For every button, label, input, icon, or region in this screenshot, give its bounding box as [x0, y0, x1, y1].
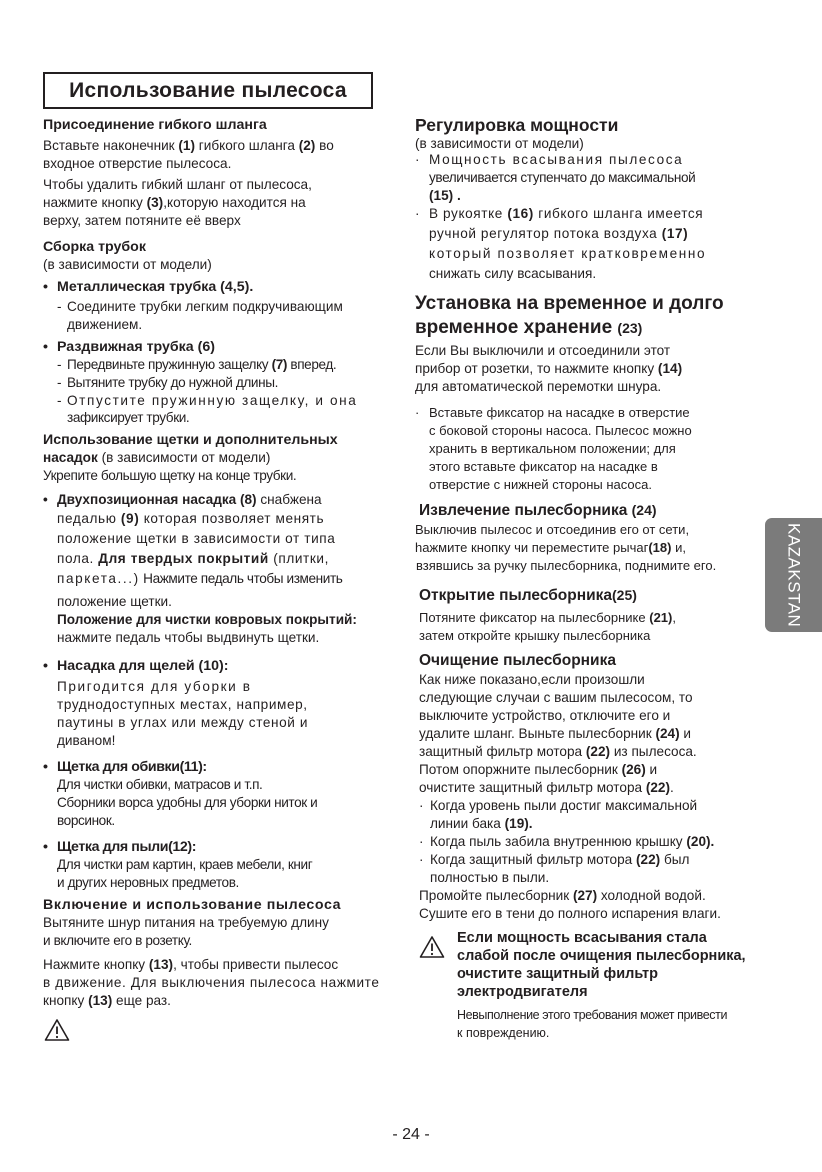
- list-item: • Щетка для обивки(11):: [43, 759, 207, 775]
- list-item: · В рукоятке (16) гибкого шланга имеется: [415, 206, 704, 221]
- paragraph: хранить в вертикальном положении; для: [429, 441, 676, 456]
- paragraph: и других неровных предметов.: [57, 875, 239, 890]
- paragraph-heading: Положение для чистки ковровых покрытий:: [57, 612, 357, 627]
- paragraph: Для чистки рам картин, краев мебели, книг: [57, 857, 313, 872]
- paragraph: и включите его в розетку.: [43, 933, 192, 948]
- section-heading-cont: насадок (в зависимости от модели): [43, 450, 271, 465]
- section-hose-connection: [43, 116, 405, 230]
- paragraph: прибор от розетки, то нажмите кнопку (14): [415, 361, 683, 376]
- list-item: • Насадка для щелей (10):: [43, 658, 229, 674]
- paragraph: увеличивается ступенчато до максимальной: [429, 170, 696, 185]
- section-brush-attachments: [43, 431, 405, 892]
- section-remove-dust-bin: [415, 500, 767, 575]
- section-heading: Очищение пылесборника: [419, 652, 616, 669]
- paragraph: нажмите кнопку (3),которую находится на: [43, 195, 306, 210]
- warning-body: к повреждению.: [457, 1026, 550, 1040]
- paragraph: Укрепите большую щетку на конце трубки.: [43, 468, 297, 483]
- paragraph: выключите устройство, отключите его и: [419, 708, 671, 723]
- paragraph: этого вставьте фиксатор на насадке в: [429, 459, 658, 474]
- list-item: - Отпустите пружинную защелку, и она: [57, 393, 358, 408]
- warning-title: слабой после очищения пылесборника,: [457, 948, 746, 964]
- section-heading: Использование щетки и дополнительных: [43, 432, 338, 448]
- warning-body: Невыполнение этого требования может привести: [457, 1008, 728, 1022]
- paragraph: педалью (9) которая позволяет менять: [57, 511, 325, 526]
- list-item: - Вытяните трубку до нужной длины.: [57, 375, 278, 390]
- list-item: • Металлическая трубка (4,5).: [43, 279, 254, 295]
- section-heading: Присоединение гибкого шланга: [43, 117, 267, 133]
- paragraph: кнопку (13) еще раз.: [43, 993, 171, 1008]
- paragraph: Чтобы удалить гибкий шланг от пылесоса,: [43, 177, 312, 192]
- section-heading: Открытие пылесборника(25): [419, 587, 637, 604]
- section-heading: Установка на временное и долго: [415, 293, 724, 314]
- warning-triangle-icon: [44, 1018, 70, 1047]
- paragraph: диваном!: [57, 733, 116, 748]
- paragraph: ворсинок.: [57, 813, 115, 828]
- paragraph: с боковой стороны насоса. Пылесос можно: [429, 423, 692, 438]
- paragraph: Пригодится для уборки в: [57, 679, 252, 694]
- paragraph: Нажмите кнопку (13), чтобы привести пылесос: [43, 957, 339, 972]
- paragraph: в движение. Для выключения пылесоса нажмите: [43, 975, 380, 990]
- warning-title: очистите защитный фильтр: [457, 966, 658, 982]
- paragraph: hажмите кнопку чи переместите рычаг(18) и,: [415, 540, 686, 555]
- section-tube-assembly: [43, 238, 405, 425]
- paragraph: верху, затем потяните её вверх: [43, 213, 241, 228]
- paragraph: удалите шланг. Выньте пылесборник (24) и: [419, 726, 692, 741]
- list-item: • Двухпозиционная насадка (8) снабжена: [43, 492, 322, 507]
- paragraph: взявшись за ручку пылесборника, поднимите его.: [416, 558, 717, 573]
- page-number: - 24 -: [392, 1126, 430, 1143]
- section-heading-cont: временное хранение (23): [415, 317, 643, 338]
- paragraph: защитный фильтр мотора (22) из пылесоса.: [419, 744, 697, 759]
- section-heading: Извлечение пылесборника (24): [419, 502, 657, 519]
- paragraph: паутины в углах или между стеной и: [57, 715, 309, 730]
- subtitle: (в зависимости от модели): [43, 257, 212, 272]
- page-title: Использование пылесоса: [43, 72, 373, 109]
- language-tab-label: KAZAKSTAN: [784, 522, 804, 628]
- warning-title: Если мощность всасывания стала: [457, 930, 707, 946]
- section-clean-dust-bin: [415, 651, 767, 923]
- paragraph: отверстие с нижней стороны насоса.: [429, 477, 652, 492]
- warning-triangle-icon: [419, 935, 445, 964]
- paragraph: Вытяните шнур питания на требуемую длину: [43, 915, 329, 930]
- paragraph: Сборники ворса удобны для уборки ниток и: [57, 795, 318, 810]
- list-item: · Мощность всасывания пылесоса: [415, 152, 684, 167]
- paragraph: снижать силу всасывания.: [429, 266, 597, 281]
- list-item: · Когда защитный фильтр мотора (22) был: [419, 852, 690, 867]
- paragraph: паркета...) Нажмите педаль чтобы изменить: [57, 571, 343, 586]
- paragraph: положение щетки.: [57, 594, 172, 609]
- paragraph: труднодоступных местах, например,: [57, 697, 308, 712]
- section-power-on: [43, 896, 405, 1010]
- paragraph: для автоматической перемотки шнура.: [415, 379, 662, 394]
- list-item: • Щетка для пыли(12):: [43, 839, 197, 855]
- list-item: · Когда уровень пыли достиг максимальной: [419, 798, 698, 813]
- paragraph: Для чистки обивки, матрасов и т.п.: [57, 777, 263, 792]
- list-item: · Вставьте фиксатор на насадке в отверстие: [415, 405, 690, 420]
- paragraph: Потяните фиксатор на пылесборнике (21),: [419, 610, 676, 625]
- section-storage: [415, 292, 767, 494]
- language-tab: [765, 518, 822, 632]
- paragraph: следующие случаи с вашим пылесосом, то: [419, 690, 693, 705]
- section-heading: Включение и использование пылесоса: [43, 897, 342, 913]
- section-heading: Сборка трубок: [43, 239, 146, 255]
- paragraph: зафиксирует трубки.: [67, 410, 190, 425]
- paragraph: ручной регулятор потока воздуха (17): [429, 226, 689, 241]
- paragraph: Как ниже показано,если произошли: [419, 672, 645, 687]
- paragraph: входное отверстие пылесоса.: [43, 156, 232, 171]
- paragraph: нажмите педаль чтобы выдвинуть щетки.: [57, 630, 320, 645]
- paragraph: Потом опоржните пылесборник (26) и: [419, 762, 658, 777]
- paragraph: линии бака (19).: [430, 816, 533, 831]
- subtitle: (в зависимости от модели): [415, 136, 584, 151]
- paragraph: пола. Для твердых покрытий (плитки,: [57, 551, 329, 566]
- paragraph: очистите защитный фильтр мотора (22).: [419, 780, 674, 795]
- right-column: [415, 115, 767, 1042]
- section-power-adjustment: [415, 115, 767, 284]
- left-column: [43, 116, 405, 1010]
- warning-title: электродвигателя: [457, 984, 588, 1000]
- list-item: • Раздвижная трубка (6): [43, 339, 215, 355]
- list-item: · Когда пыль забила внутреннюю крышку (20).: [419, 834, 715, 849]
- paragraph: Если Вы выключили и отсоединили этот: [415, 343, 671, 358]
- paragraph: положение щетки в зависимости от типа: [57, 531, 336, 546]
- list-item: - Передвиньте пружинную защелку (7) вперед.: [57, 357, 337, 372]
- paragraph: Сушите его в тени до полного испарения влаги.: [419, 906, 721, 921]
- paragraph: который позволяет кратковременно: [429, 246, 707, 261]
- section-heading: Регулировка мощности: [415, 115, 619, 135]
- list-item: - Соедините трубки легким подкручивающим: [57, 299, 343, 314]
- section-open-dust-bin: [415, 585, 767, 645]
- paragraph: Вставьте наконечник (1) гибкого шланга (2) во: [43, 138, 334, 153]
- paragraph: Промойте пылесборник (27) холодной водой.: [419, 888, 706, 903]
- paragraph: полностью в пыли.: [430, 870, 550, 885]
- paragraph: движением.: [67, 317, 143, 332]
- paragraph: Выключив пылесос и отсоединив его от сети,: [415, 522, 690, 537]
- paragraph: затем откройте крышку пылесборника: [419, 628, 651, 643]
- warning-note: [415, 929, 767, 1042]
- paragraph: (15) .: [429, 188, 461, 203]
